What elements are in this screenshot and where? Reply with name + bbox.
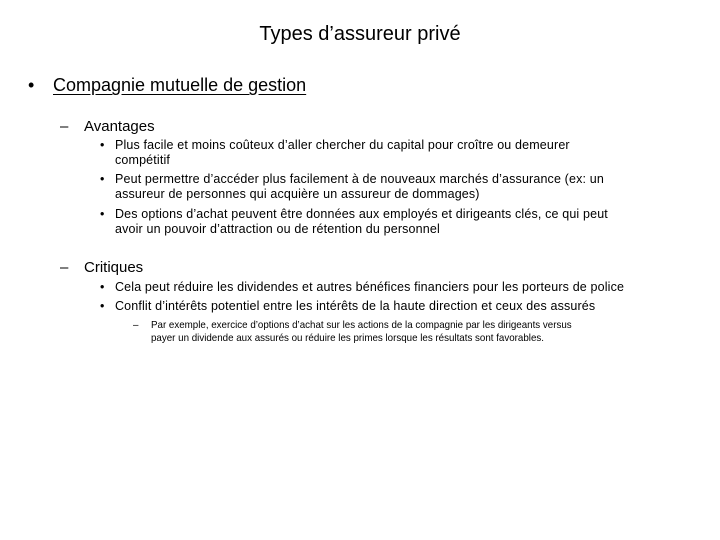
dash-icon: – [60, 118, 69, 135]
advantage-item-line: avoir un pouvoir d’attraction ou de rétention du personnel [115, 222, 440, 236]
advantage-item-line: Peut permettre d’accéder plus facilement à de nouveaux marchés d’assurance (ex: un [115, 172, 604, 186]
example-line: Par exemple, exercice d’options d’achat sur les actions de la compagnie par les dirigeants versus [151, 319, 572, 331]
critique-item-line: Conflit d’intérêts potentiel entre les intérêts de la haute direction et ceux des assurés [115, 299, 596, 313]
bullet-icon: • [100, 299, 105, 313]
bullet-icon: • [28, 75, 35, 95]
section-heading: Compagnie mutuelle de gestion [53, 75, 307, 95]
example-line: payer un dividende aux assurés ou réduire les primes lorsque les résultats sont favorables. [151, 332, 544, 344]
critique-item-line: Cela peut réduire les dividendes et autres bénéfices financiers pour les porteurs de police [115, 280, 625, 294]
advantage-item-line: assureur de personnes qui acquière un assureur de dommages) [115, 187, 480, 201]
bullet-icon: • [100, 207, 105, 221]
bullet-icon: • [100, 138, 105, 152]
dash-icon: – [60, 259, 69, 276]
dash-icon: – [133, 319, 139, 331]
slide-title: Types d’assureur privé [259, 23, 461, 45]
advantage-item-line: Des options d’achat peuvent être données aux employés et dirigeants clés, ce qui peut [115, 207, 608, 221]
bullet-icon: • [100, 172, 105, 186]
advantage-item-line: Plus facile et moins coûteux d’aller chercher du capital pour croître ou demeurer [115, 138, 570, 152]
bullet-icon: • [100, 280, 105, 294]
advantages-heading: Avantages [84, 118, 155, 135]
advantage-item-line: compétitif [115, 153, 170, 167]
critiques-heading: Critiques [84, 259, 144, 276]
